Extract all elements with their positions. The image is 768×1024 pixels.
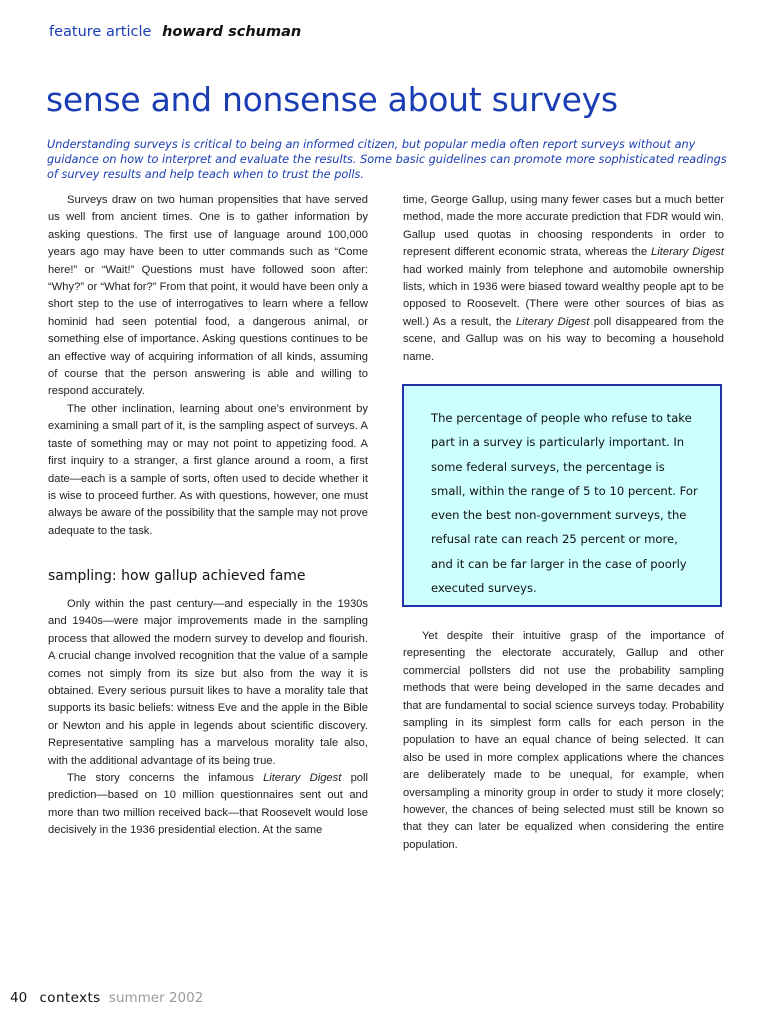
paragraph-5-publication-2: Literary Digest [515,315,590,328]
section-label: feature article [49,24,152,40]
magazine-name: contexts [39,990,101,1006]
issue-date: summer 2002 [108,990,204,1006]
column-left-top [48,192,368,540]
paragraph-5-publication-1: Literary Digest [651,246,725,259]
paragraph-5 [403,192,724,366]
paragraph-6: Yet despite their intuitive grasp of the importance of representing the electorate accurately, Gallup and other commercial pollsters did not use the probability sampling methods that were being developed in the same decades and that are fundamental to social science surveys today. Probability sampling in its simplest form calls for each person in the population to have an equal chance of being selected. It can also be used in more complex applications where the chances are deliberately made to be unequal, for example, when oversampling a minority group in order to study it more closely; however, the chances of being selected must still be known so that they can later be equalized when considering the entire population. [403,630,724,851]
section-subhead: sampling: how gallup achieved fame [48,568,306,584]
column-left-bottom [48,596,368,840]
article-title: sense and nonsense about surveys [46,80,618,119]
paragraph-4-start: The story concerns the infamous [67,772,264,785]
section-header [49,24,301,40]
author-name: howard schuman [162,24,302,40]
paragraph-1: Surveys draw on two human propensities that have served us well from ancient times. One is to gather information by asking questions. The first use of language around 100,000 years ago may have been to utter commands such as “Come here!” or “Wait!” Questions must have followed soon after: “Why?” or “What for?” From that point, it would have been only a short step to the use of interrogatives to learn where a fellow hominid had seen potential food, a dangerous animal, or something else of importance. Asking questions continues to be an effective way of acquiring information of all kinds, assuming of course that the person answering is able and willing to respond accurately. [48,194,368,398]
paragraph-4 [48,770,368,840]
paragraph-4-end: poll prediction—based on 10 million questionnaires sent out and more than two million received back—that Roosevelt would lose decisively in the 1936 presidential election. At the same [48,772,369,837]
column-right-bottom [403,628,724,854]
column-right-top [403,192,724,366]
paragraph-3: Only within the past century—and especially in the 1930s and 1940s—were major improvements made in the sampling process that allowed the modern survey to develop and flourish. A crucial change involved recognition that the value of a sample comes not simply from its size but also from the way it is obtained. Every serious pursuit likes to have a morality tale that supports its basic beliefs: witness Eve and the apple in the Bible or Newton and his apple in legends about scientific discovery. Representative sampling has a marvelous morality tale also, with the additional advantage of its being true. [48,598,368,767]
paragraph-5-b: had worked mainly from telephone and automobile ownership lists, which in 1936 were biased toward wealthy people apt to be opposed to Roosevelt. (There were other sources of bias as well.) As a result, the [403,263,724,328]
pull-quote-box [402,384,722,607]
article-deck: Understanding surveys is critical to being an informed citizen, but popular media often report surveys without any guidance on how to interpret and evaluate the results. Some basic guidelines can promote more sophisticated readings of survey results and help teach when to trust the polls. [47,138,727,181]
paragraph-5-a: time, George Gallup, using many fewer cases but a much better method, made the more accurate prediction that FDR would win. Gallup used quotas in choosing respondents in order to represent different economic strata, whereas the [403,194,724,259]
page-footer [10,990,203,1006]
page-number: 40 [10,990,28,1006]
paragraph-5-c: poll disappeared from the scene, and Gallup was on his way to becoming a household name. [403,315,725,363]
paragraph-2: The other inclination, learning about one’s environment by examining a small part of it, is the sampling aspect of surveys. A taste of something may or may not point to appetizing food. A first inquiry to a stranger, a first glance around a room, a first date—each is a sample of sorts, often used to decide whether it is wise to proceed further. As with questions, however, one must always be aware of the possibility that the sample may not prove adequate to the task. [48,402,368,537]
paragraph-4-publication: Literary Digest [263,772,342,785]
pull-quote-text: The percentage of people who refuse to take part in a survey is particularly important. In some federal surveys, the percentage is small, within the range of 5 to 10 percent. For even the best non-government surveys, the refusal rate can reach 25 percent or more, and it can be far larger in the case of poorly executed surveys. [431,411,698,596]
